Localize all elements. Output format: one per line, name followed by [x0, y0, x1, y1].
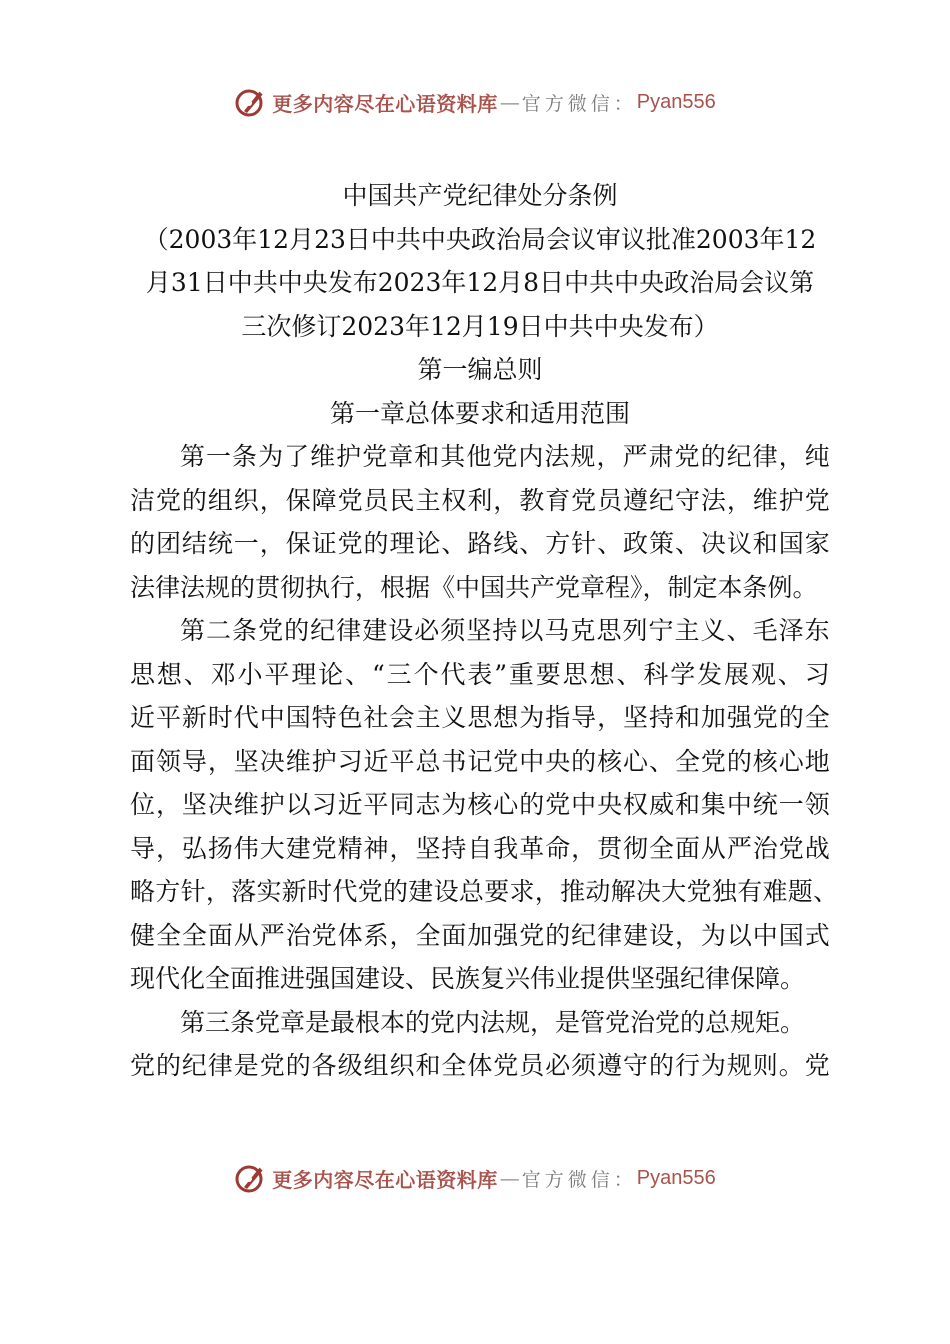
subtitle-line: （2003年12月23日中共中央政治局会议审议批准2003年12 [143, 224, 817, 254]
banner-separator: — [499, 90, 520, 114]
wechat-id: Pyan556 [636, 1166, 716, 1189]
article-2-line: 近平新时代中国特色社会主义思想为指导，坚持和加强党的全 [130, 703, 830, 732]
article-2-line: 第二条党的纪律建设必须坚持以马克思列宁主义、毛泽东 [180, 616, 830, 645]
chapter-heading: 第一章总体要求和适用范围 [329, 398, 630, 428]
article-1-line: 法律法规的贯彻执行，根据《中国共产党章程》，制定本条例。 [130, 572, 818, 602]
wechat-label: 官方微信： [521, 1168, 637, 1191]
subtitle-line: 三次修订2023年12月19日中共中央发布） [241, 311, 719, 341]
article-2-line: 面领导，坚决维护习近平总书记党中央的核心、全党的核心地 [130, 746, 830, 776]
article-2-line: 略方针，落实新时代党的建设总要求，推动解决大党独有难题、 [130, 877, 839, 906]
article-2-line: 现代化全面推进强国建设、民族复兴伟业提供坚强纪律保障。 [130, 964, 806, 993]
promo-text: 更多内容尽在心语资料库 [272, 1167, 498, 1192]
footer-banner [0, 1158, 950, 1198]
article-2-line: 思想、邓小平理论、“三个代表”重要思想、科学发展观、习 [130, 659, 830, 689]
subtitle-line: 月31日中共中央发布2023年12月8日中共中央政治局会议第 [145, 268, 815, 297]
article-2-line: 导，弘扬伟大建党精神，坚持自我革命，贯彻全面从严治党战 [130, 833, 830, 863]
article-3-line: 第三条党章是最根本的党内法规，是管党治党的总规矩。 [180, 1007, 806, 1037]
quill-pen-logo-icon [234, 1161, 268, 1195]
part-heading: 第一编总则 [417, 355, 543, 384]
article-2-line: 健全全面从严治党体系，全面加强党的纪律建设，为以中国式 [130, 920, 830, 950]
article-2 [130, 609, 839, 1001]
banner-separator: — [499, 1166, 520, 1190]
document-body [130, 174, 839, 1088]
promo-text: 更多内容尽在心语资料库 [272, 91, 498, 116]
wechat-id: Pyan556 [636, 90, 716, 113]
quill-pen-logo-icon [234, 85, 268, 119]
article-1-line: 洁党的组织，保障党员民主权利，教育党员遵纪守法，维护党 [130, 485, 830, 515]
header-banner [0, 82, 950, 122]
article-1-line: 的团结统一，保证党的理论、路线、方针、政策、决议和国家 [130, 529, 830, 558]
document-title: 中国共产党纪律处分条例 [342, 181, 618, 210]
article-3-line: 党的纪律是党的各级组织和全体党员必须遵守的行为规则。党 [130, 1051, 830, 1080]
article-2-line: 位，坚决维护以习近平同志为核心的党中央权威和集中统一领 [130, 790, 830, 819]
article-1 [130, 435, 830, 609]
article-1-line: 第一条为了维护党章和其他党内法规，严肃党的纪律，纯 [180, 442, 830, 471]
article-3 [130, 1001, 830, 1088]
wechat-label: 官方微信： [521, 92, 637, 115]
